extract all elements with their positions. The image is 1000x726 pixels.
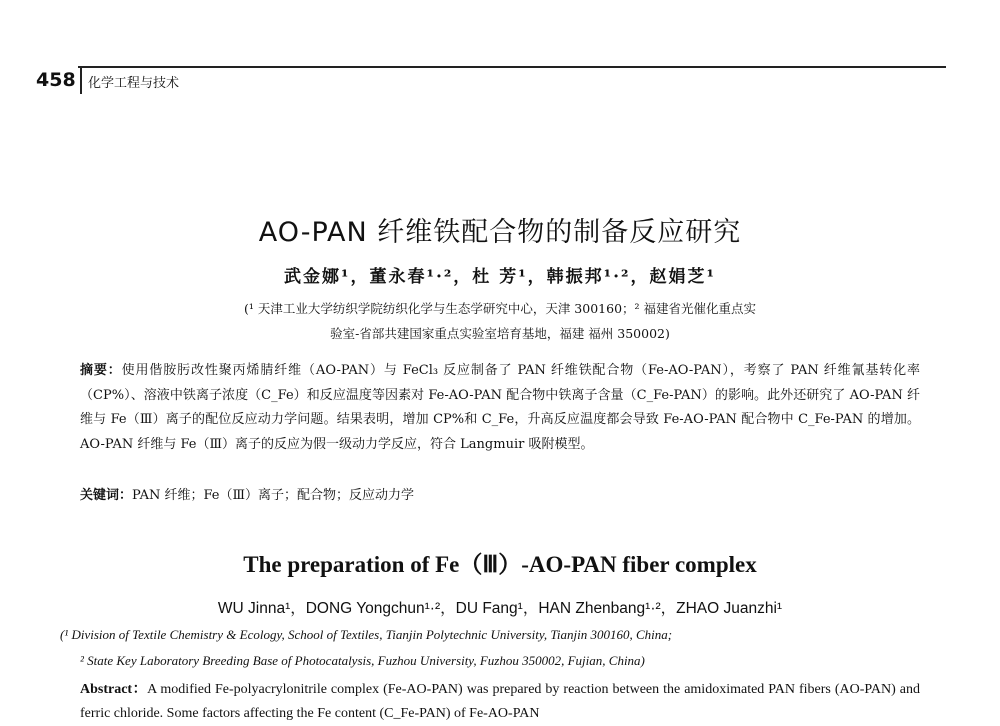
chinese-affiliation-line-2: 验室-省部共建国家重点实验室培育基地，福建 福州 350002) — [330, 326, 670, 341]
english-abstract — [80, 678, 920, 726]
english-title: The preparation of Fe（Ⅲ）-AO-PAN fiber complex — [243, 552, 757, 577]
header-rule — [78, 66, 946, 68]
page-number: 458 — [36, 69, 76, 91]
chinese-keywords-label: 关键词： — [80, 488, 133, 503]
english-affiliation-line-2: ² State Key Laboratory Breeding Base of Photocatalysis, Fuzhou University, Fuzhou 350002, Fujian, China) — [80, 653, 645, 668]
chinese-abstract-label: 摘要： — [80, 363, 122, 378]
chinese-keywords — [80, 484, 920, 503]
english-abstract-text: A modified Fe-polyacrylonitrile complex (Fe-AO-PAN) was prepared by reaction between the amidoximated PAN fibers (AO-PAN) and ferric chloride. Some factors affecting the Fe content (C_Fe-PAN) of Fe-AO-PAN — [80, 682, 920, 721]
english-authors: WU Jinna¹，DONG Yongchun¹·²，DU Fang¹，HAN Zhenbang¹·²，ZHAO Juanzhi¹ — [217, 600, 783, 617]
header-divider — [80, 68, 82, 94]
chinese-affiliation-line-1: (¹ 天津工业大学纺织学院纺织化学与生态学研究中心，天津 300160；² 福建省光催化重点实 — [243, 301, 757, 316]
chinese-abstract — [80, 359, 920, 457]
chinese-keywords-text: PAN 纤维；Fe（Ⅲ）离子；配合物；反应动力学 — [132, 488, 415, 503]
chinese-title: AO-PAN 纤维铁配合物的制备反应研究 — [258, 217, 742, 248]
chinese-abstract-text: 使用偕胺肟改性聚丙烯腈纤维（AO-PAN）与 FeCl₃ 反应制备了 PAN 纤维铁配合物（Fe-AO-PAN），考察了 PAN 纤维氰基转化率（CP%）、溶液中铁离子浓度（C_Fe）和反应温度等因素对 Fe-AO-PAN 配合物中铁离子含量（C_Fe-PAN）的影响。此外还研究了 AO-PAN 纤维与 Fe（Ⅲ）离子的配位反应动力学问题。结果表明，增加 CP%和 C_Fe，升高反应温度都会导致 Fe-AO-PAN 配合物中 C_Fe-PAN 的增加。AO-PAN 纤维与 Fe（Ⅲ）离子的反应为假一级动力学反应，符合 Langmuir 吸附模型。 — [80, 363, 920, 452]
running-header — [36, 66, 946, 96]
journal-name: 化学工程与技术 — [88, 76, 180, 91]
chinese-authors: 武金娜¹，董永春¹·²，杜 芳¹，韩振邦¹·²，赵娟芝¹ — [284, 267, 716, 287]
english-abstract-label: Abstract： — [80, 682, 148, 697]
english-affiliation-line-1: (¹ Division of Textile Chemistry & Ecology, School of Textiles, Tianjin Polytechnic University, Tianjin 300160, China; — [60, 627, 673, 642]
